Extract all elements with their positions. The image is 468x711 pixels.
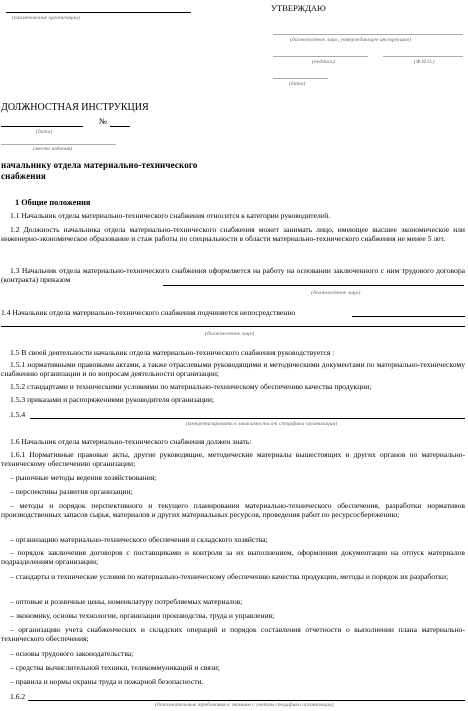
list-item: – организацию учета снабженческих и складских операций и порядок составления отчетности о выполнении плана материально-технического обеспечения; — [1, 625, 465, 644]
para-1-4-line2[interactable] — [1, 326, 465, 327]
list-item: – методы и порядок перспективного и текущего планирования материально-технического обеспечения, разработки нормативов производственных запасов сырья, материалов и других материальных ресурсов, проведения работ по ресурсосбережению; — [1, 501, 465, 520]
para-1-3-line[interactable] — [163, 285, 464, 286]
para-1-4-caption: (должностное лицо) — [205, 331, 255, 337]
approver-caption: (должностное лицо, утверждающее инструкцию) — [290, 37, 412, 43]
signature-line[interactable] — [273, 56, 368, 57]
para-1-6-2: 1.6.2 — [10, 692, 26, 701]
list-item: – порядок заключения договоров с поставщиками и контроля за их выполнением, оформления документации на отпуск материалов подразделениям организации; — [1, 548, 465, 567]
para-1-6-2-caption: (дополнительные требования к знаниям с учетом специфики организации) — [155, 702, 334, 708]
para-1-3 — [1, 266, 465, 285]
para-1-5-3: 1.5.3 приказами и распоряжениями руководителя организации; — [10, 395, 215, 404]
list-item: – основы трудового законодательства; — [10, 649, 134, 658]
org-name-caption: (наименование организации) — [12, 15, 80, 21]
org-name-line[interactable] — [6, 12, 191, 13]
para-1-6: 1.6 Начальник отдела материально-технического снабжения должен знать: — [10, 437, 252, 446]
list-item: – средства вычислительной техники, телекоммуникаций и связи; — [10, 663, 220, 672]
list-item: – оптовые и розничные цены, номенклатуру потребляемых материалов; — [10, 597, 243, 606]
doc-subject-line2: снабжения — [1, 171, 46, 181]
doc-subject-line1: начальнику отдела материально-технического — [1, 160, 198, 170]
doc-place-caption: (место издания) — [33, 146, 73, 152]
list-item: – перспективы развития организации; — [10, 487, 133, 496]
para-1-4: 1.4 Начальник отдела материально-технического снабжения подчиняется непосредственно — [1, 308, 296, 317]
list-item: – экономику, основы технологии, организации производства, труда и управления; — [10, 611, 275, 620]
fio-caption: (Ф.И.О.) — [414, 59, 435, 65]
section-heading: 1 Общие положения — [15, 198, 91, 207]
para-1-5-1: 1.5.1 нормативными правовыми актами, а также отраслевыми руководящими и методическими документами по материально-техническому снабжению организации и по вопросам деятельности организации; — [1, 360, 465, 379]
list-item: – стандарты и технические условия по материально-техническому обеспечению качества продукции, методы и порядок их разработки; — [10, 572, 449, 581]
approver-line[interactable] — [273, 34, 463, 35]
signature-caption: (подпись) — [312, 59, 335, 65]
list-item: – правила и нормы охраны труда и пожарной безопасности. — [10, 677, 204, 686]
doc-number-sign: № — [99, 116, 108, 126]
para-1-5: 1.5 В своей деятельности начальник отдела материально-технического снабжения руководствуется : — [10, 348, 335, 357]
para-1-5-2: 1.5.2 стандартами и техническими условиями по материально-техническому обеспечению качества продукции; — [10, 382, 372, 391]
para-1-4-line[interactable] — [352, 316, 465, 317]
approve-date-caption: (дата) — [289, 81, 306, 87]
doc-title: ДОЛЖНОСТНАЯ ИНСТРУКЦИЯ — [1, 102, 149, 113]
list-item: – организацию материально-технического обеспечения и складского хозяйства; — [10, 535, 268, 544]
para-1-5-4-caption: (конкретизировать в зависимости от специфики организации) — [186, 421, 338, 427]
doc-date-line[interactable] — [1, 126, 83, 127]
fio-line[interactable] — [383, 56, 463, 57]
doc-number-line[interactable] — [110, 126, 130, 127]
approve-heading: УТВЕРЖДАЮ — [271, 3, 326, 13]
para-1-3-text: 1.3 Начальник отдела материально-технического снабжения оформляется на работу на основании заключенного с ним трудового договора (контракта) приказом — [1, 266, 465, 285]
doc-date-caption: (дата) — [36, 129, 53, 135]
approve-date-line[interactable] — [273, 78, 328, 79]
doc-place-line[interactable] — [1, 144, 116, 145]
para-1-5-4: 1.5.4 — [10, 410, 26, 419]
list-item: – рыночные методы ведения хозяйствования; — [10, 473, 157, 482]
para-1-5-4-line[interactable] — [30, 418, 465, 419]
para-1-6-2-line[interactable] — [28, 700, 465, 701]
para-1-6-1: 1.6.1 Нормативные правовые акты, другие руководящие, методические материалы вышестоящих и других органов по материально-техническому обеспечению организации; — [1, 450, 465, 469]
para-1-1: 1.1 Начальник отдела материально-технического снабжения относится к категории руководителей. — [10, 211, 331, 220]
para-1-2: 1.2 Должность начальника отдела материально-технического снабжения может занимать лицо, имеющее высшее экономическое или инженерно-экономическое образование и стаж работы по специальности в области материально-технического снабжения не менее 5 лет. — [1, 225, 465, 244]
para-1-3-caption: (должностное лицо) — [311, 290, 361, 296]
